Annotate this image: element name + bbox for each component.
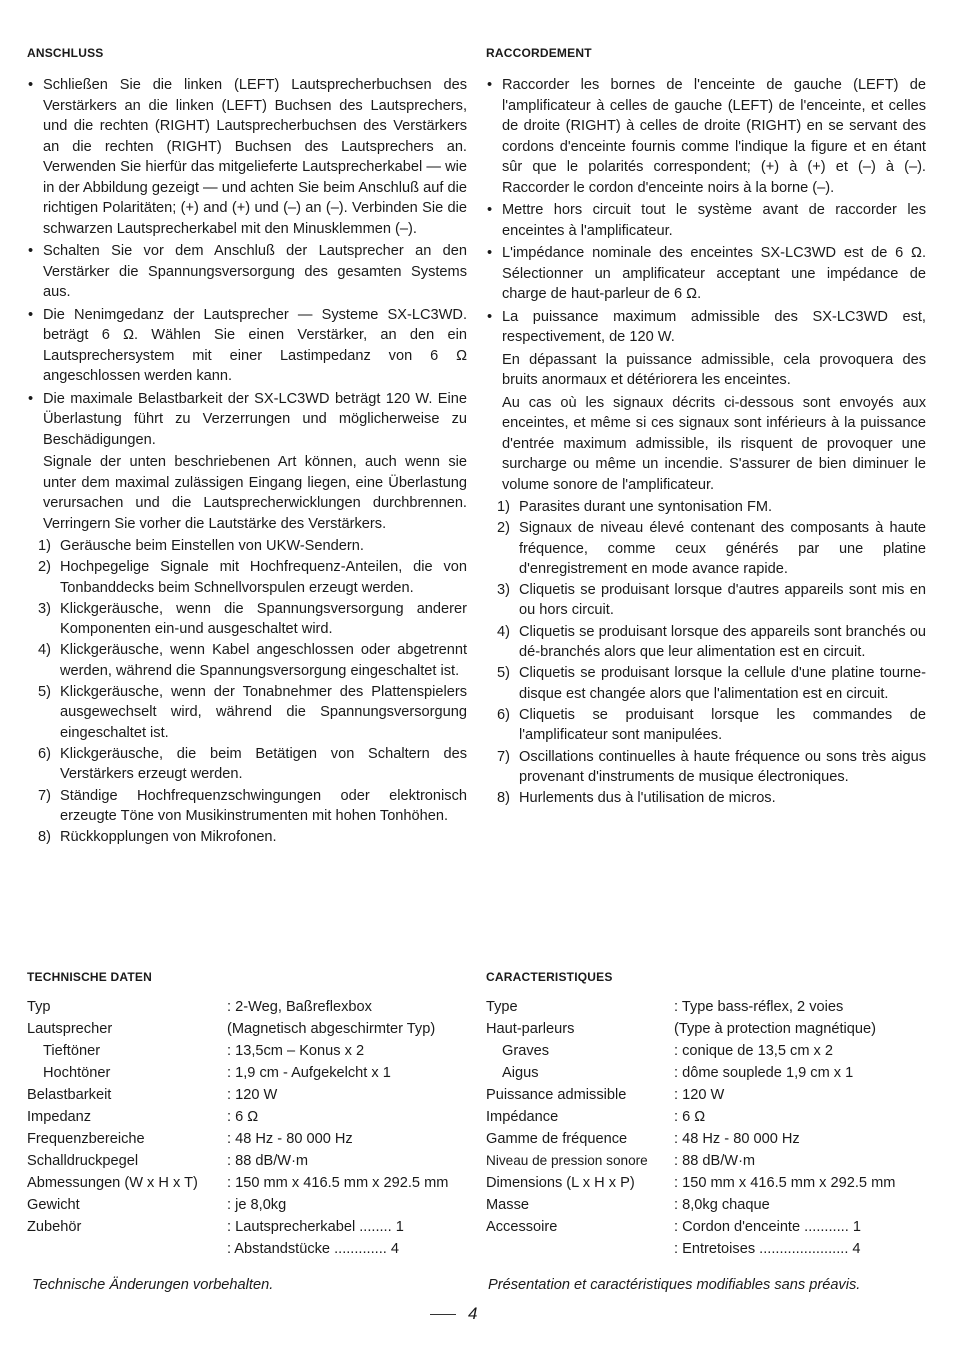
spec-row: Impedanz : 6 Ω <box>27 1109 259 1125</box>
list-item: 1) Geräusche beim Einstellen von UKW-Sendern. <box>38 538 364 554</box>
bullet-item: • L'impédance nominale des enceintes SX-LC3WD est de 6 Ω. Sélectionner un amplificateur acceptant une impédance de charge de haut-parleur de 6 Ω. <box>486 243 926 305</box>
bullet-item: • Schließen Sie die linken (LEFT) Lautsprecherbuchsen des Verstärkers an die linken (LEFT) Buchsen des Lautsprechers, und die rechten (RIGHT) Lautsprecherbuchsen des Verstärkers an die rechten (RIGHT) Buchsen des Lautsprechers an. Verwenden Sie hierfür das mitgelieferte Lautsprecherkabel — wie in der Abbildung gezeigt — und achten Sie beim Anschluß auf die richtigen Polaritäten; (+) and (+) und (–) an (–). Verbinden Sie die schwarzen Lautsprecherkabel mit den Minusklemmen (–). <box>27 75 467 239</box>
french-connection-section <box>486 46 926 809</box>
spec-row: Hochtöner : 1,9 cm - Aufgekelcht x 1 <box>43 1065 391 1081</box>
spec-row: Dimensions (L x H x P) : 150 mm x 416.5 mm x 292.5 mm <box>486 1175 896 1191</box>
list-item: 1) Parasites durant une syntonisation FM. <box>497 499 773 515</box>
bullet-item: • La puissance maximum admissible des SX-LC3WD est, respectivement, de 120 W. <box>486 307 926 348</box>
german-connection-section <box>27 46 467 848</box>
list-item: 6) Klickgeräusche, die beim Betätigen von Schaltern des Verstärkers erzeugt werden. <box>38 745 467 783</box>
list-item: 3) Cliquetis se produisant lorsque d'autres appareils sont mis en ou hors circuit. <box>497 582 926 619</box>
spec-row: Puissance admissible : 120 W <box>486 1087 725 1103</box>
spec-row: Gewicht : je 8,0kg <box>27 1197 287 1213</box>
list-item: 5) Cliquetis se produisant lorsque la cellule d'une platine tourne-disque est changée alors que l'alimentation est en circuit. <box>497 665 926 702</box>
spec-row: Type : Type bass-réflex, 2 voies <box>486 999 844 1015</box>
spec-row: Typ : 2-Weg, Baßreflexbox <box>27 999 372 1015</box>
bullet-item: • Die Nenimgedanz der Lautsprecher — Systeme SX-LC3WD. beträgt 6 Ω. Wählen Sie einen Verstärker, an den ein Lautsprechersystem mit einer Lastimpedanz von 6 Ω angeschlossen werden kann. <box>27 305 467 387</box>
spec-row: Impédance : 6 Ω <box>486 1109 706 1125</box>
list-item: 8) Rückkopplungen von Mikrofonen. <box>38 829 277 846</box>
spec-row: Niveau de pression sonore : 88 dB/W·m <box>486 1153 756 1169</box>
spec-row: Frequenzbereiche : 48 Hz - 80 000 Hz <box>27 1131 353 1147</box>
spec-row: Tieftöner : 13,5cm – Konus x 2 <box>43 1043 365 1059</box>
spec-row: Aigus : dôme souplede 1,9 cm x 1 <box>502 1065 854 1081</box>
spec-row: Zubehör : Lautsprecherkabel ........ 1 <box>27 1219 404 1235</box>
bullet-item: • Die maximale Belastbarkeit der SX-LC3WD beträgt 120 W. Eine Überlastung führt zu Verzerrungen und möglicherweise zu Beschädigungen. <box>27 389 467 451</box>
bullet-item: • Schalten Sie vor dem Anschluß der Lautsprecher an den Verstärker die Spannungsversorgung des gesamten Systems aus. <box>27 241 467 303</box>
list-item: 7) Ständige Hochfrequenzschwingungen oder elektronisch erzeugte Töne von Musikinstrumenten mit hohen Tonhöhen. <box>38 787 467 824</box>
list-item: 4) Klickgeräusche, wenn Kabel angeschlossen oder abgetrennt werden, während die Spannungsversorgung eingeschaltet ist. <box>38 642 467 679</box>
spec-row: Graves : conique de 13,5 cm x 2 <box>502 1043 834 1059</box>
page-dash <box>430 1314 456 1315</box>
french-signal-warning: Au cas où les signaux décrits ci-dessous sont envoyés aux enceintes, et même si ces signaux sont inférieurs à la puissance d'entrée maximum admissible, ils risquent de provoquer une surcharge ou même un incendie. S'assurer de bien diminuer le volume sonore de l'amplificateur. <box>502 394 926 493</box>
section-title-raccordement: RACCORDEMENT <box>486 46 592 60</box>
list-item: 7) Oscillations continuelles à haute fréquence ou sons très aigus provenant d'instruments de musique électroniques. <box>497 748 926 785</box>
spec-row: Accessoire : Cordon d'enceinte ........... 1 <box>486 1219 861 1235</box>
german-numbered-list <box>27 536 467 847</box>
spec-row: Abmessungen (W x H x T) : 150 mm x 416.5 mm x 292.5 mm <box>27 1175 449 1191</box>
spec-row: Belastbarkeit : 120 W <box>27 1087 278 1103</box>
german-bullet-list <box>27 75 467 450</box>
spec-title-technische-daten: TECHNISCHE DATEN <box>27 970 152 984</box>
bullet-item: • Mettre hors circuit tout le système avant de raccorder les enceintes à l'amplificateur. <box>486 200 926 241</box>
spec-row: Lautsprecher (Magnetisch abgeschirmter Typ) <box>27 1021 436 1037</box>
spec-row: : Abstandstücke ............. 4 <box>227 1241 399 1257</box>
german-specifications <box>27 970 472 1260</box>
spec-row: Gamme de fréquence : 48 Hz - 80 000 Hz <box>486 1131 800 1147</box>
french-numbered-list <box>486 497 926 808</box>
list-item: 2) Hochpegelige Signale mit Hochfrequenz-Anteilen, die von Tonbanddecks beim Schnellvorspulen erzeugt werden. <box>38 559 467 596</box>
bullet-item: • Raccorder les bornes de l'enceinte de gauche (LEFT) de l'amplificateur à celles de gauche (LEFT) de l'enceinte, et celles de droite (RIGHT) à celles de droite (RIGHT) en se servant des cordons d'enceinte fournis comme l'indique la figure et en étant sûr que le polarités correspondent; (+) à (+) et (–) à (–). Raccorder le cordon d'enceinte noirs à la borne (–). <box>486 75 926 198</box>
french-specifications <box>486 970 931 1260</box>
list-item: 3) Klickgeräusche, wenn die Spannungsversorgung anderer Komponenten ein-und ausgeschaltet wird. <box>38 600 467 638</box>
list-item: 8) Hurlements dus à l'utilisation de micros. <box>497 790 776 807</box>
spec-row: Masse : 8,0kg chaque <box>486 1197 770 1213</box>
list-item: 2) Signaux de niveau élevé contenant des composants à haute fréquence, comme ceux générés par une platine d'enregistrement en mode avance rapide. <box>497 520 926 577</box>
page-number: 4 <box>430 1304 477 1324</box>
section-title-anschluss: ANSCHLUSS <box>27 46 104 60</box>
list-item: 5) Klickgeräusche, wenn der Tonabnehmer des Plattenspielers ausgewechselt wird, während die Spannungsversorgung eingeschaltet ist. <box>38 684 467 741</box>
spec-row: Haut-parleurs (Type à protection magnétique) <box>486 1021 876 1037</box>
list-item: 4) Cliquetis se produisant lorsque des appareils sont branchés ou dé-branchés alors que leur alimentation est en circuit. <box>497 623 926 661</box>
french-bullet-list <box>486 75 926 348</box>
german-footnote: Technische Änderungen vorbehalten. <box>32 1277 274 1293</box>
german-signal-warning: Signale der unten beschriebenen Art können, auch wenn sie unter dem maximal zulässigen Eingang liegen, eine Überlastung verursachen und die Lautsprecherwicklungen durchbrennen. Verringern Sie vorher die Lautstärke des Verstärkers. <box>43 454 467 532</box>
french-footnote: Présentation et caractéristiques modifiables sans préavis. <box>488 1277 861 1293</box>
spec-row: : Entretoises ...................... 4 <box>674 1241 861 1257</box>
spec-row: Schalldruckpegel : 88 dB/W·m <box>27 1153 309 1169</box>
list-item: 6) Cliquetis se produisant lorsque les commandes de l'amplificateur sont manipulées. <box>497 706 926 744</box>
spec-title-caracteristiques: CARACTERISTIQUES <box>486 970 613 984</box>
french-power-warning: En dépassant la puissance admissible, cela provoquera des bruits anormaux et détériorera les enceintes. <box>502 351 926 388</box>
